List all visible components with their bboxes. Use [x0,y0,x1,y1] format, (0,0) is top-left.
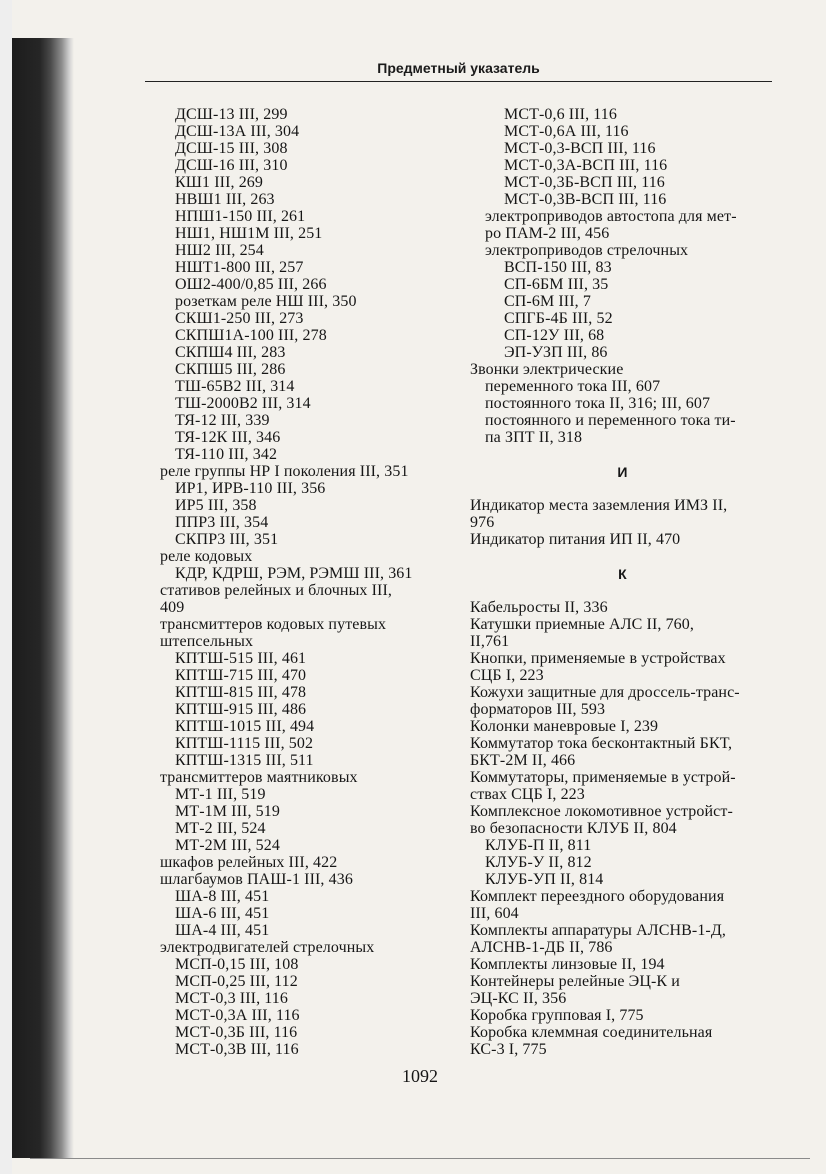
index-subentry: ТШ-2000В2 III, 314 [175,395,311,412]
index-entry: 409 [160,599,185,616]
index-subentry: МТ-1М III, 519 [175,803,280,820]
index-subentry: МСТ-0,3А III, 116 [175,1007,300,1024]
index-subentry: СПГБ-4Б III, 52 [504,310,613,327]
index-entry: штепсельных [160,633,254,650]
index-subentry: МСТ-0,3-ВСП III, 116 [504,140,656,157]
index-entry: Комплекты аппаратуры АЛСНВ-1-Д, [470,922,726,939]
index-subentry: МСТ-0,3А-ВСП III, 116 [504,157,668,174]
index-entry: реле кодовых [160,548,253,565]
index-entry: БКТ-2М II, 466 [470,752,576,769]
index-subentry: НПШ1-150 III, 261 [175,208,306,225]
index-subentry: розеткам реле НШ III, 350 [175,293,357,310]
index-column-right [470,106,775,1058]
index-subentry: МСТ-0,3 III, 116 [175,990,288,1007]
index-entry: реле группы НР I поколения III, 351 [160,463,409,480]
index-entry: Комплекты линзовые II, 194 [470,956,665,973]
book-spine-shadow [12,38,74,1158]
index-subentry: МСТ-0,3Б III, 116 [175,1024,298,1041]
index-subentry: КПТШ-1015 III, 494 [175,718,315,735]
index-subentry: НВШ1 III, 263 [175,191,275,208]
index-entry: Комплект переездного оборудования [470,888,725,905]
index-subentry: КПТШ-1115 III, 502 [175,735,314,752]
index-subentry: ША-4 III, 451 [175,922,270,939]
section-spacer [470,548,775,565]
index-entry: Кабельросты II, 336 [470,599,608,616]
index-subentry: переменного тока III, 607 [485,378,661,395]
index-entry: 976 [470,514,495,531]
section-spacer [470,481,775,497]
index-subentry: ТШ-65В2 III, 314 [175,378,295,395]
index-subentry: СКПШ5 III, 286 [175,361,286,378]
index-entry: шлагбаумов ПАШ-1 III, 436 [160,871,353,888]
index-subentry: ро ПАМ-2 III, 456 [485,225,610,242]
index-subentry: ППР3 III, 354 [175,514,269,531]
index-subentry: постоянного тока II, 316; III, 607 [485,395,711,412]
index-subentry: ША-6 III, 451 [175,905,270,922]
index-entry: Индикатор питания ИП II, 470 [470,531,681,548]
index-subentry: КПТШ-515 III, 461 [175,650,307,667]
index-subentry: ДСШ-13А III, 304 [175,123,300,140]
index-entry: Контейнеры релейные ЭЦ-К и [470,973,680,990]
index-subentry: па ЗПТ II, 318 [485,429,583,446]
page-number: 1092 [402,1066,438,1086]
index-subentry: НШ2 III, 254 [175,242,264,259]
index-subentry: постоянного и переменного тока ти- [485,412,736,429]
bottom-edge-line [30,1158,810,1159]
index-subentry: СП-12У III, 68 [504,327,605,344]
page-title: Предметный указатель [377,60,540,76]
scan-edge [0,0,12,1174]
index-subentry: ДСШ-13 III, 299 [175,106,288,123]
index-entry: стативов релейных и блочных III, [160,582,393,599]
index-subentry: МТ-2М III, 524 [175,837,280,854]
index-entry: II,761 [470,633,510,650]
index-subentry: ИР1, ИРВ-110 III, 356 [175,480,326,497]
index-subentry: КШ1 III, 269 [175,174,263,191]
index-subentry: КПТШ-1315 III, 511 [175,752,314,769]
index-subentry: СКПШ4 III, 283 [175,344,286,361]
index-subentry: КПТШ-715 III, 470 [175,667,307,684]
index-entry: КС-3 I, 775 [470,1041,547,1058]
index-subentry: СКПШ1А-100 III, 278 [175,327,327,344]
index-subentry: ТЯ-12К III, 346 [175,429,281,446]
section-letter: И [617,464,628,480]
index-entry: ЭЦ-КС II, 356 [470,990,567,1007]
index-subentry: МСТ-0,6 III, 116 [504,106,617,123]
index-entry: Коммутаторы, применяемые в устрой- [470,769,736,786]
index-subentry: СП-6М III, 7 [504,293,591,310]
index-entry: шкафов релейных III, 422 [160,854,338,871]
index-entry: Колонки маневровые I, 239 [470,718,659,735]
index-entry: трансмиттеров маятниковых [160,769,358,786]
index-subentry: ША-8 III, 451 [175,888,270,905]
index-subentry: СКПР3 III, 351 [175,531,279,548]
index-entry: Кнопки, применяемые в устройствах [470,650,726,667]
index-subentry: КЛУБ-П II, 811 [485,837,592,854]
index-entry: АЛСНВ-1-ДБ II, 786 [470,939,613,956]
index-entry: Коммутатор тока бесконтактный БКТ, [470,735,733,752]
section-spacer [470,583,775,599]
header-divider [145,81,772,82]
index-subentry: КДР, КДРШ, РЭМ, РЭМШ III, 361 [175,565,413,582]
index-subentry: электроприводов стрелочных [485,242,689,259]
index-subentry: КЛУБ-УП II, 814 [485,871,604,888]
index-subentry: ИР5 III, 358 [175,497,257,514]
index-subentry: МСТ-0,3В III, 116 [175,1041,299,1058]
index-subentry: ТЯ-110 III, 342 [175,446,278,463]
index-subentry: ДСШ-16 III, 310 [175,157,288,174]
index-entry: Катушки приемные АЛС II, 760, [470,616,694,633]
index-entry: III, 604 [470,905,519,922]
index-subentry: КЛУБ-У II, 812 [485,854,592,871]
index-subentry: СП-6БМ III, 35 [504,276,609,293]
index-entry: Коробка клеммная соединительная [470,1024,713,1041]
index-subentry: НШТ1-800 III, 257 [175,259,304,276]
index-entry: СЦБ I, 223 [470,667,544,684]
section-spacer [470,446,775,463]
index-subentry: КПТШ-915 III, 486 [175,701,307,718]
index-entry: трансмиттеров кодовых путевых [160,616,387,633]
index-entry: Кожухи защитные для дроссель-транс- [470,684,740,701]
index-subentry: СКШ1-250 III, 273 [175,310,304,327]
index-subentry: электроприводов автостопа для мет- [485,208,737,225]
index-subentry: ТЯ-12 III, 339 [175,412,270,429]
index-entry: ствах СЦБ I, 223 [470,786,585,803]
index-subentry: МСТ-0,6А III, 116 [504,123,629,140]
index-column-left [160,106,460,1058]
index-entry: во безопасности КЛУБ II, 804 [470,820,677,837]
index-subentry: НШ1, НШ1М III, 251 [175,225,323,242]
index-subentry: МТ-1 III, 519 [175,786,266,803]
index-entry: Звонки электрические [470,361,624,378]
index-subentry: ДСШ-15 III, 308 [175,140,288,157]
index-subentry: МСТ-0,3Б-ВСП III, 116 [504,174,665,191]
index-entry: форматоров III, 593 [470,701,606,718]
index-subentry: МСП-0,15 III, 108 [175,956,299,973]
index-entry: Индикатор места заземления ИМЗ II, [470,497,728,514]
index-subentry: ЭП-УЗП III, 86 [504,344,608,361]
section-letter: К [618,566,627,582]
index-subentry: ВСП-150 III, 83 [504,259,612,276]
index-subentry: МТ-2 III, 524 [175,820,266,837]
index-entry: Комплексное локомотивное устройст- [470,803,733,820]
index-entry: Коробка групповая I, 775 [470,1007,644,1024]
index-subentry: МСП-0,25 III, 112 [175,973,298,990]
index-subentry: КПТШ-815 III, 478 [175,684,307,701]
index-entry: электродвигателей стрелочных [160,939,375,956]
index-subentry: МСТ-0,3В-ВСП III, 116 [504,191,667,208]
index-subentry: ОШ2-400/0,85 III, 266 [175,276,327,293]
